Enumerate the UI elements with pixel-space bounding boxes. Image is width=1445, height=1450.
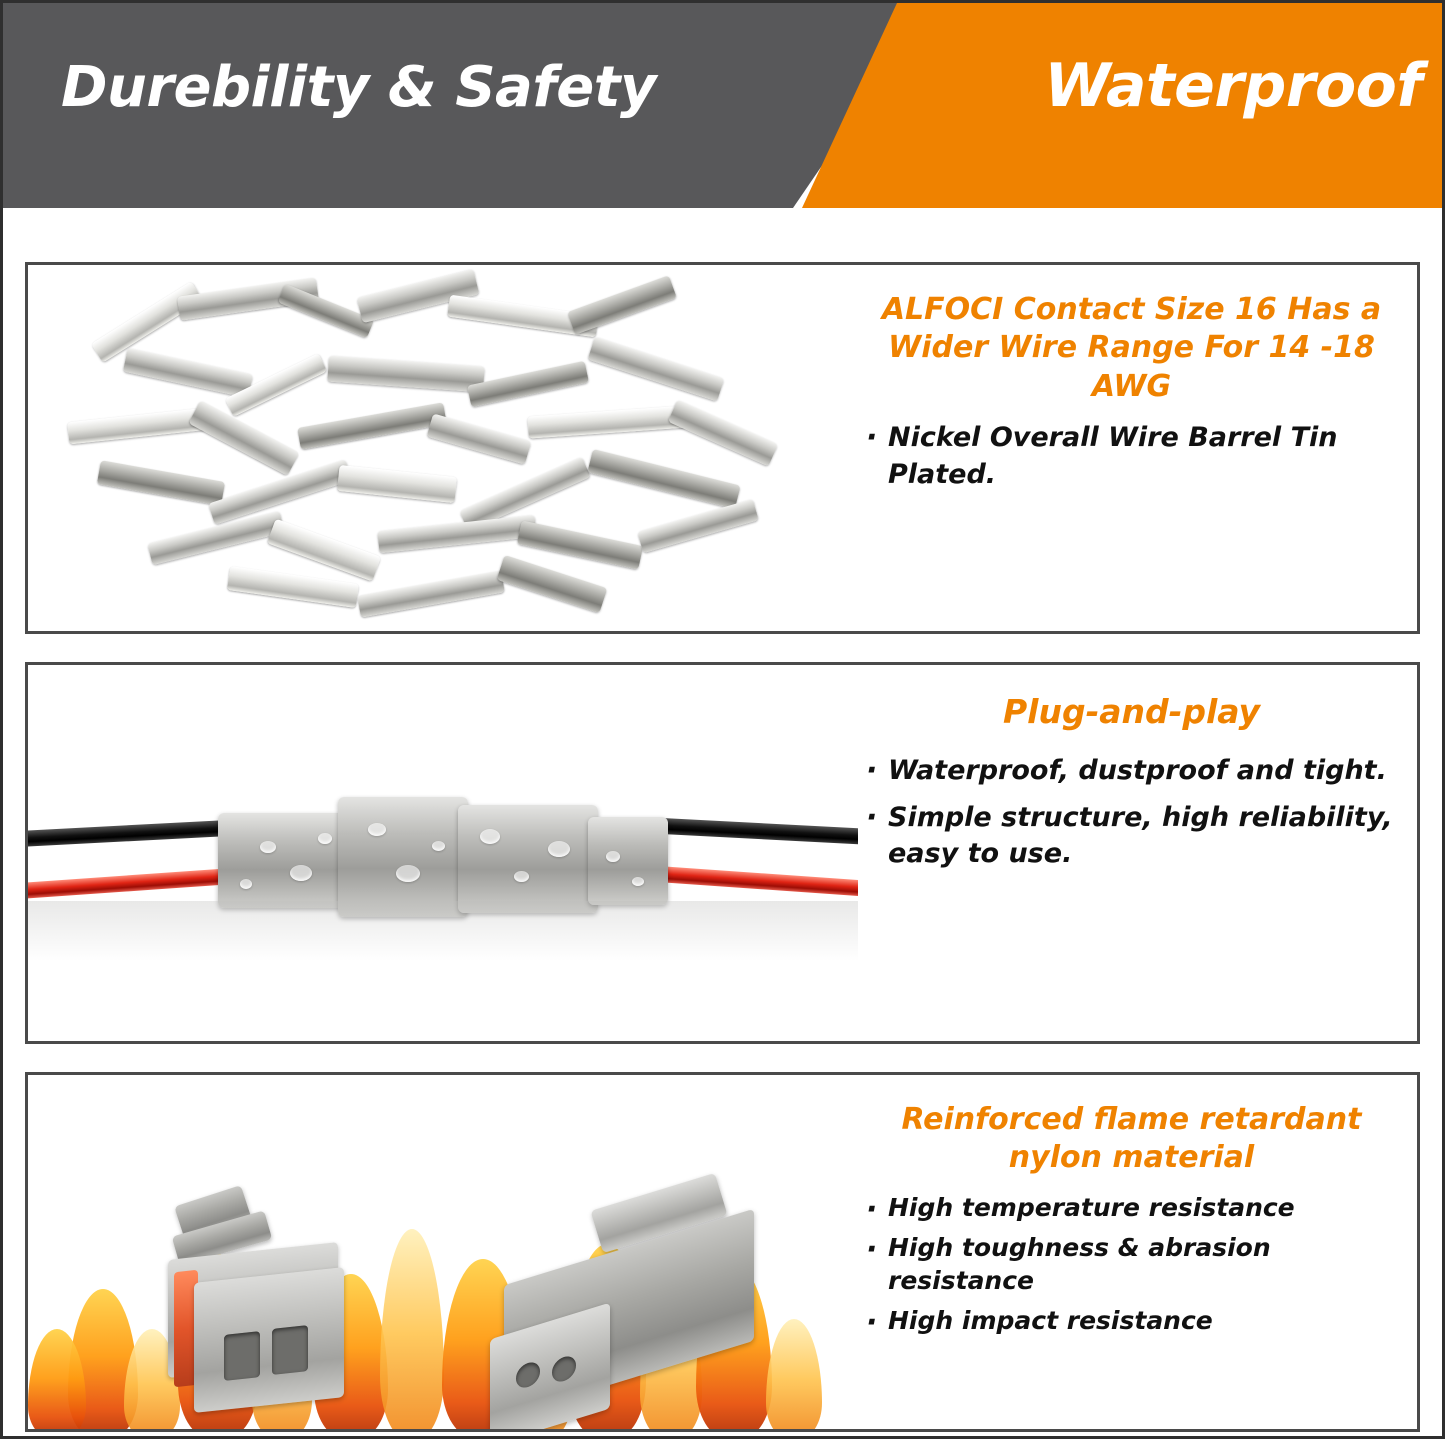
list-item: · Waterproof, dustproof and tight.: [864, 753, 1399, 789]
plug-and-play-text-block: [858, 665, 1417, 1041]
plug-and-play-title: Plug-and-play: [1002, 692, 1261, 731]
contacts-text-block: [858, 265, 1417, 631]
flame-connector-image: [28, 1075, 858, 1429]
contacts-image: [28, 265, 858, 631]
contacts-bullets: [864, 420, 1399, 493]
flame-scene: [28, 1075, 858, 1429]
list-item: · High impact resistance: [864, 1305, 1399, 1338]
flame-retardant-bullets: [864, 1192, 1399, 1338]
feature-panel-plug-and-play: [25, 662, 1420, 1044]
list-item: · Nickel Overall Wire Barrel Tin Plated.: [864, 420, 1399, 493]
feature-panel-flame-retardant: [25, 1072, 1420, 1432]
waterproof-connector-image: [28, 665, 858, 1041]
flame-retardant-text-block: [858, 1075, 1417, 1429]
list-item: · High temperature resistance: [864, 1192, 1399, 1225]
page-header: [3, 3, 1442, 208]
header-left-title: Durebility & Safety: [61, 55, 656, 120]
list-item: · Simple structure, high reliability, easy to use.: [864, 800, 1399, 873]
header-right-title: Waterproof: [1044, 51, 1422, 121]
feature-panels: [3, 208, 1442, 1450]
flame-retardant-title: Reinforced flame retardant nylon material: [901, 1102, 1362, 1176]
list-item: · High toughness & abrasion resistance: [864, 1232, 1399, 1297]
contacts-title: ALFOCI Contact Size 16 Has a Wider Wire Range For 14 -18 AWG: [881, 292, 1382, 404]
plug-and-play-bullets: [864, 753, 1399, 872]
contact-pins-pile: [28, 265, 858, 631]
connector-scene: [28, 665, 858, 1041]
feature-panel-contacts: [25, 262, 1420, 634]
